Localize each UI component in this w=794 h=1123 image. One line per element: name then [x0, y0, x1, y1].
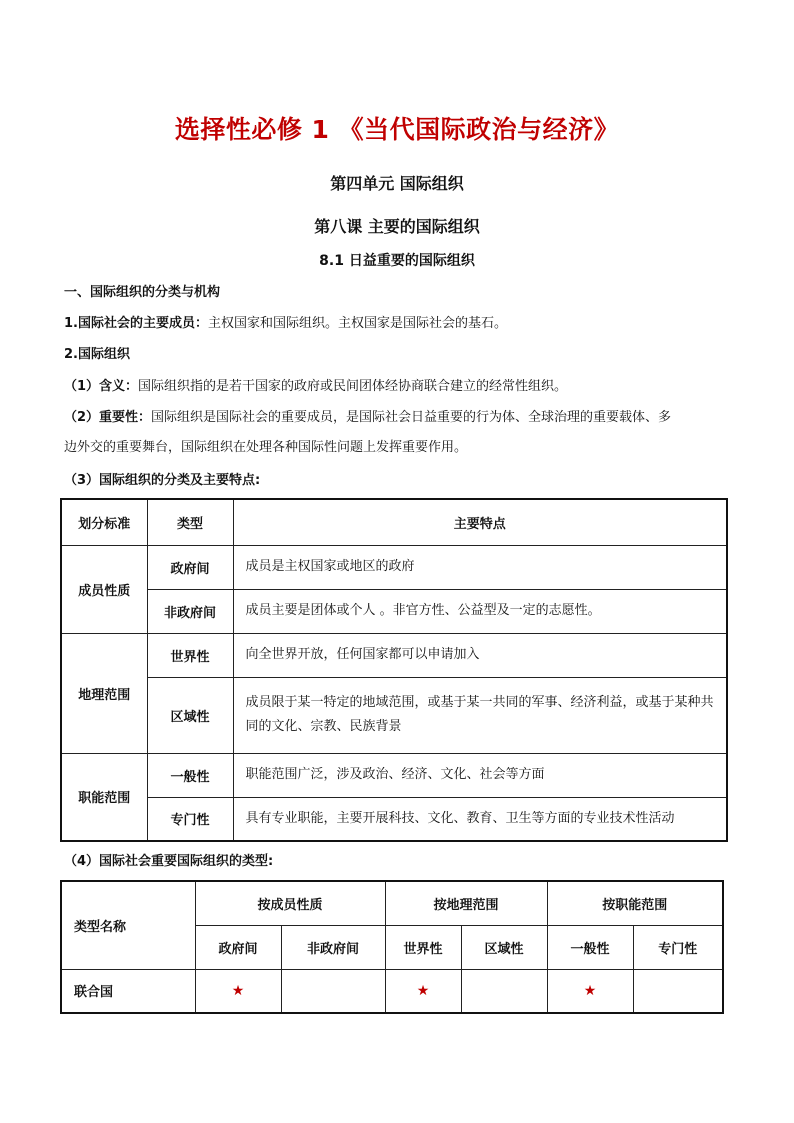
sub-header: 专门性: [633, 925, 723, 969]
table-row: [61, 589, 727, 633]
org-name-cell: 联合国: [61, 969, 195, 1013]
heading-international-org: 2.国际组织: [64, 347, 130, 362]
header-by-geography: 按地理范围: [385, 881, 547, 925]
table-row: [61, 677, 727, 753]
type-cell: 政府间: [147, 545, 233, 589]
type-cell: 非政府间: [147, 589, 233, 633]
heading-classification-table: （3）国际组织的分类及主要特点:: [64, 473, 261, 488]
classification-table: [60, 498, 728, 842]
feature-cell: 职能范围广泛，涉及政治、经济、文化、社会等方面: [233, 753, 727, 797]
lesson-title: 第八课 主要的国际组织: [314, 217, 480, 236]
item-definition-text: 国际组织指的是若干国家的政府或民间团体经协商联合建立的经常性组织。: [138, 379, 568, 394]
mark-cell: [461, 969, 547, 1013]
criterion-cell: 成员性质: [61, 545, 147, 633]
item-definition-label: （1）含义：: [64, 379, 139, 394]
sub-header: 区域性: [461, 925, 547, 969]
criterion-cell: 职能范围: [61, 753, 147, 841]
type-cell: 世界性: [147, 633, 233, 677]
table-row: [61, 797, 727, 841]
table-row: [61, 969, 723, 1013]
feature-cell: 成员是主权国家或地区的政府: [233, 545, 727, 589]
feature-cell: 向全世界开放，任何国家都可以申请加入: [233, 633, 727, 677]
heading-org-types: （4）国际社会重要国际组织的类型:: [64, 854, 274, 869]
type-cell: 专门性: [147, 797, 233, 841]
criterion-cell: 地理范围: [61, 633, 147, 753]
item-definition: [64, 376, 567, 398]
sub-header: 政府间: [195, 925, 281, 969]
type-cell: 一般性: [147, 753, 233, 797]
org-type-table: [60, 880, 724, 1014]
table-group-header-row: [61, 881, 723, 925]
header-features: 主要特点: [233, 499, 727, 545]
table-row: [61, 633, 727, 677]
mark-cell: [633, 969, 723, 1013]
item-main-members-text: 主权国家和国际组织。主权国家是国际社会的基石。: [207, 316, 507, 331]
sub-header: 一般性: [547, 925, 633, 969]
item-main-members-label: 1.国际社会的主要成员：: [64, 316, 208, 331]
heading-classification: 一、国际组织的分类与机构: [64, 285, 221, 300]
header-criterion: 划分标准: [61, 499, 147, 545]
document-title: 选择性必修 1 《当代国际政治与经济》: [174, 115, 620, 144]
mark-cell: [281, 969, 385, 1013]
star-icon: ★: [547, 969, 633, 1013]
header-by-member: 按成员性质: [195, 881, 385, 925]
feature-cell: 成员限于某一特定的地域范围，或基于某一共同的军事、经济利益，或基于某种共同的文化、宗教、民族背景: [233, 677, 727, 753]
star-icon: ★: [385, 969, 461, 1013]
sub-header: 世界性: [385, 925, 461, 969]
item-importance-line2: 边外交的重要舞台，国际组织在处理各种国际性问题上发挥重要作用。: [64, 440, 468, 455]
feature-cell: 具有专业职能，主要开展科技、文化、教育、卫生等方面的专业技术性活动: [233, 797, 727, 841]
table-row: [61, 753, 727, 797]
item-main-members: [64, 313, 507, 335]
sub-header: 非政府间: [281, 925, 385, 969]
type-cell: 区域性: [147, 677, 233, 753]
item-importance-line1: 国际组织是国际社会的重要成员，是国际社会日益重要的行为体、全球治理的重要载体、多: [151, 410, 672, 425]
section-title: 8.1 日益重要的国际组织: [319, 253, 475, 269]
feature-cell: 成员主要是团体或个人 。非官方性、公益型及一定的志愿性。: [233, 589, 727, 633]
header-by-function: 按职能范围: [547, 881, 723, 925]
header-type: 类型: [147, 499, 233, 545]
item-importance-label: （2）重要性：: [64, 410, 152, 425]
table-header-row: [61, 499, 727, 545]
item-importance: [64, 407, 734, 459]
unit-title: 第四单元 国际组织: [330, 174, 464, 193]
table-row: [61, 545, 727, 589]
star-icon: ★: [195, 969, 281, 1013]
header-type-name: 类型名称: [61, 881, 195, 969]
